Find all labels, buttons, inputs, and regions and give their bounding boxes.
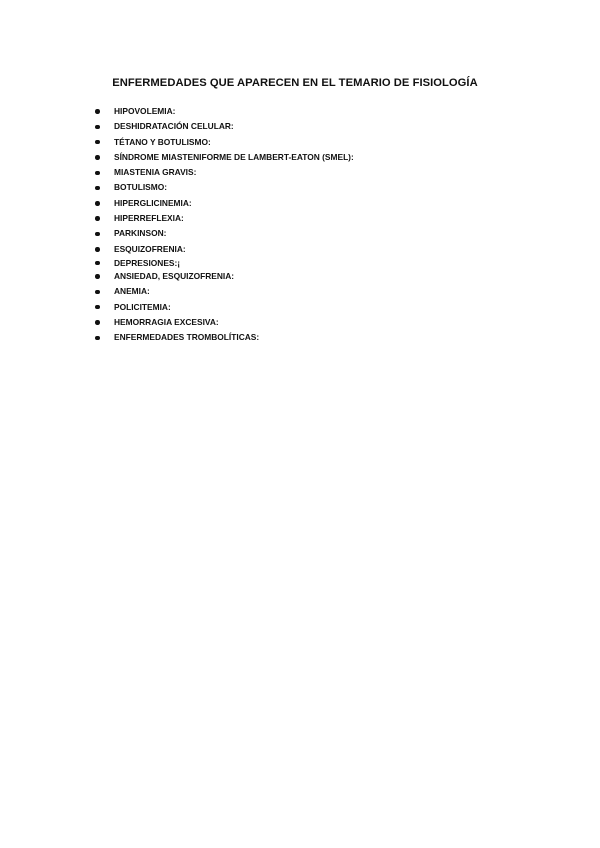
bullet-icon	[95, 171, 100, 176]
bullet-icon	[95, 290, 100, 295]
bullet-icon	[95, 201, 100, 206]
list-item-label: BOTULISMO:	[114, 182, 168, 193]
bullet-icon	[95, 140, 100, 145]
bullet-icon	[95, 320, 100, 325]
list-item-label: HIPERGLICINEMIA:	[114, 197, 192, 208]
bullet-icon	[95, 216, 100, 221]
list-item-label: HEMORRAGIA EXCESIVA:	[114, 316, 219, 327]
bullet-icon	[95, 155, 100, 160]
list-item-label: MIASTENIA GRAVIS:	[114, 167, 197, 178]
list-item-label: PARKINSON:	[114, 228, 167, 239]
bullet-icon	[95, 305, 100, 310]
list-item-label: DESHIDRATACIÓN CELULAR:	[114, 121, 234, 132]
bullet-icon	[95, 247, 100, 252]
list-item-label: HIPOVOLEMIA:	[114, 106, 176, 116]
bullet-icon	[95, 125, 100, 130]
bullet-icon	[95, 186, 100, 191]
bullet-icon	[95, 232, 100, 237]
bullet-icon	[95, 109, 100, 114]
list-item-label: ESQUIZOFRENIA:	[114, 243, 186, 254]
list-item-label: ANSIEDAD, ESQUIZOFRENIA:	[114, 270, 235, 281]
list-item-label: POLICITEMIA:	[114, 301, 171, 312]
list-item-label: ANEMIA:	[114, 286, 150, 297]
document-title: ENFERMEDADES QUE APARECEN EN EL TEMARIO DE FISIOLOGÍA	[112, 77, 478, 89]
list-item-label: DEPRESIONES:¡	[114, 257, 181, 268]
bullet-icon	[95, 336, 100, 341]
list-item-label: HIPERREFLEXIA:	[114, 213, 184, 224]
list-item-label: TÉTANO Y BOTULISMO:	[114, 136, 211, 147]
bullet-icon	[95, 261, 100, 266]
list-item-label: ENFERMEDADES TROMBOLÍTICAS:	[114, 332, 260, 343]
bullet-icon	[95, 274, 100, 279]
list-item-label: SÍNDROME MIASTENIFORME DE LAMBERT-EATON (SMEL):	[114, 151, 354, 162]
